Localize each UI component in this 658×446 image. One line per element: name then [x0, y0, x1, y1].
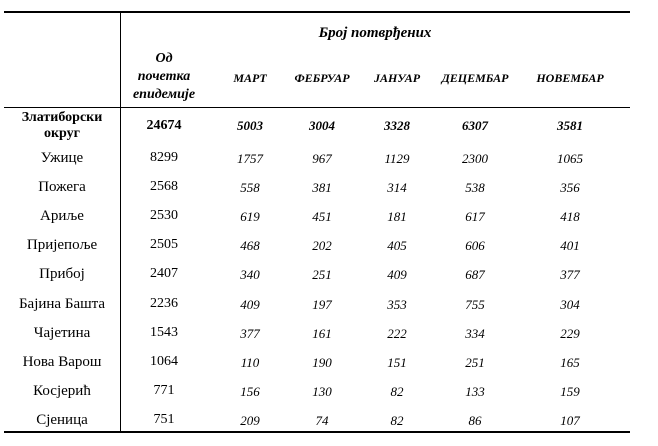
- month-cell: 606: [465, 238, 485, 253]
- month-cell: 405: [387, 238, 407, 253]
- summary-month-cell: 3004: [309, 118, 335, 133]
- summary-row-label: [4, 110, 120, 142]
- row-name-cell: Чајетина: [33, 325, 91, 341]
- month-cell: 334: [465, 326, 485, 341]
- row-name-cell: Нова Варош: [22, 354, 102, 370]
- total-cell: 771: [153, 383, 175, 398]
- month-cell: 181: [387, 209, 407, 224]
- row-name-cell: Пријепоље: [26, 237, 98, 253]
- month-cell: 381: [312, 180, 332, 195]
- total-cell: 1543: [150, 325, 178, 340]
- month-cell: 755: [465, 297, 485, 312]
- month-cell: 353: [387, 297, 407, 312]
- month-cell: 619: [240, 209, 260, 224]
- total-cell: 2530: [150, 208, 178, 223]
- summary-month-cell: 6307: [462, 118, 488, 133]
- row-name-cell: Сјеница: [36, 412, 88, 428]
- table-top-border: [4, 11, 630, 13]
- month-cell: 222: [387, 326, 407, 341]
- month-cell: 74: [315, 413, 329, 428]
- total-cell: 2236: [150, 296, 178, 311]
- row-name-cell: Ариље: [40, 208, 84, 224]
- row-name-cell: Косјерић: [33, 383, 91, 399]
- month-cell: 229: [560, 326, 580, 341]
- month-cell: 156: [240, 384, 260, 399]
- month-cell: 377: [560, 267, 580, 282]
- month-cell: 617: [465, 209, 485, 224]
- month-cell: 197: [312, 297, 332, 312]
- total-header-line-1: Од: [155, 51, 173, 66]
- month-cell: 251: [465, 355, 485, 370]
- month-cell: 165: [560, 355, 580, 370]
- header-underline: [4, 107, 630, 108]
- month-cell: 110: [240, 355, 260, 370]
- month-cell: 1757: [237, 151, 263, 166]
- total-cell: 2568: [150, 179, 178, 194]
- total-cell: 2505: [150, 237, 178, 252]
- summary-month-cell: 3581: [557, 118, 583, 133]
- month-cell: 202: [312, 238, 332, 253]
- summary-label-line-2: округ: [43, 126, 81, 141]
- month-cell: 538: [465, 180, 485, 195]
- month-cell: 468: [240, 238, 260, 253]
- month-header: ДЕЦЕМБАР: [441, 71, 509, 85]
- month-cell: 2300: [462, 151, 488, 166]
- summary-month-cell: 5003: [237, 118, 263, 133]
- table-bottom-border: [4, 431, 630, 433]
- month-cell: 314: [387, 180, 407, 195]
- month-cell: 82: [390, 384, 404, 399]
- month-cell: 82: [390, 413, 404, 428]
- month-cell: 107: [560, 413, 580, 428]
- month-cell: 967: [312, 151, 332, 166]
- month-cell: 161: [312, 326, 332, 341]
- month-cell: 558: [240, 180, 260, 195]
- summary-label-line-1: Златиборски: [21, 110, 103, 125]
- month-cell: 401: [560, 238, 580, 253]
- month-cell: 190: [312, 355, 332, 370]
- month-cell: 451: [312, 209, 332, 224]
- month-cell: 340: [240, 267, 260, 282]
- month-header: ФЕБРУАР: [294, 71, 350, 85]
- month-cell: 1129: [384, 151, 410, 166]
- month-cell: 418: [560, 209, 580, 224]
- month-header: МАРТ: [233, 71, 267, 85]
- month-cell: 1065: [557, 151, 583, 166]
- group-header: Број потврђених: [318, 25, 432, 41]
- month-cell: 304: [560, 297, 580, 312]
- row-name-cell: Пожега: [38, 179, 86, 195]
- month-cell: 133: [465, 384, 485, 399]
- total-header-line-3: епидемије: [132, 87, 196, 102]
- total-cell: 8299: [150, 150, 178, 165]
- row-name-cell: Ужице: [40, 150, 84, 166]
- month-header: НОВЕМБАР: [536, 71, 604, 85]
- month-cell: 209: [240, 413, 260, 428]
- month-header: ЈАНУАР: [373, 71, 421, 85]
- summary-total-cell: 24674: [146, 118, 182, 133]
- summary-month-cell: 3328: [384, 118, 410, 133]
- month-cell: 159: [560, 384, 580, 399]
- total-cell: 1064: [150, 354, 178, 369]
- month-cell: 687: [465, 267, 485, 282]
- month-cell: 356: [560, 180, 580, 195]
- row-name-cell: Бајина Башта: [18, 296, 106, 312]
- month-cell: 86: [468, 413, 482, 428]
- month-cell: 151: [387, 355, 407, 370]
- total-column-header: [120, 50, 208, 104]
- month-cell: 130: [312, 384, 332, 399]
- month-cell: 409: [387, 267, 407, 282]
- row-name-cell: Прибој: [39, 266, 85, 282]
- total-header-line-2: почетка: [137, 69, 191, 84]
- month-cell: 377: [240, 326, 260, 341]
- month-cell: 251: [312, 267, 332, 282]
- month-cell: 409: [240, 297, 260, 312]
- total-cell: 751: [153, 412, 175, 427]
- total-cell: 2407: [150, 266, 178, 281]
